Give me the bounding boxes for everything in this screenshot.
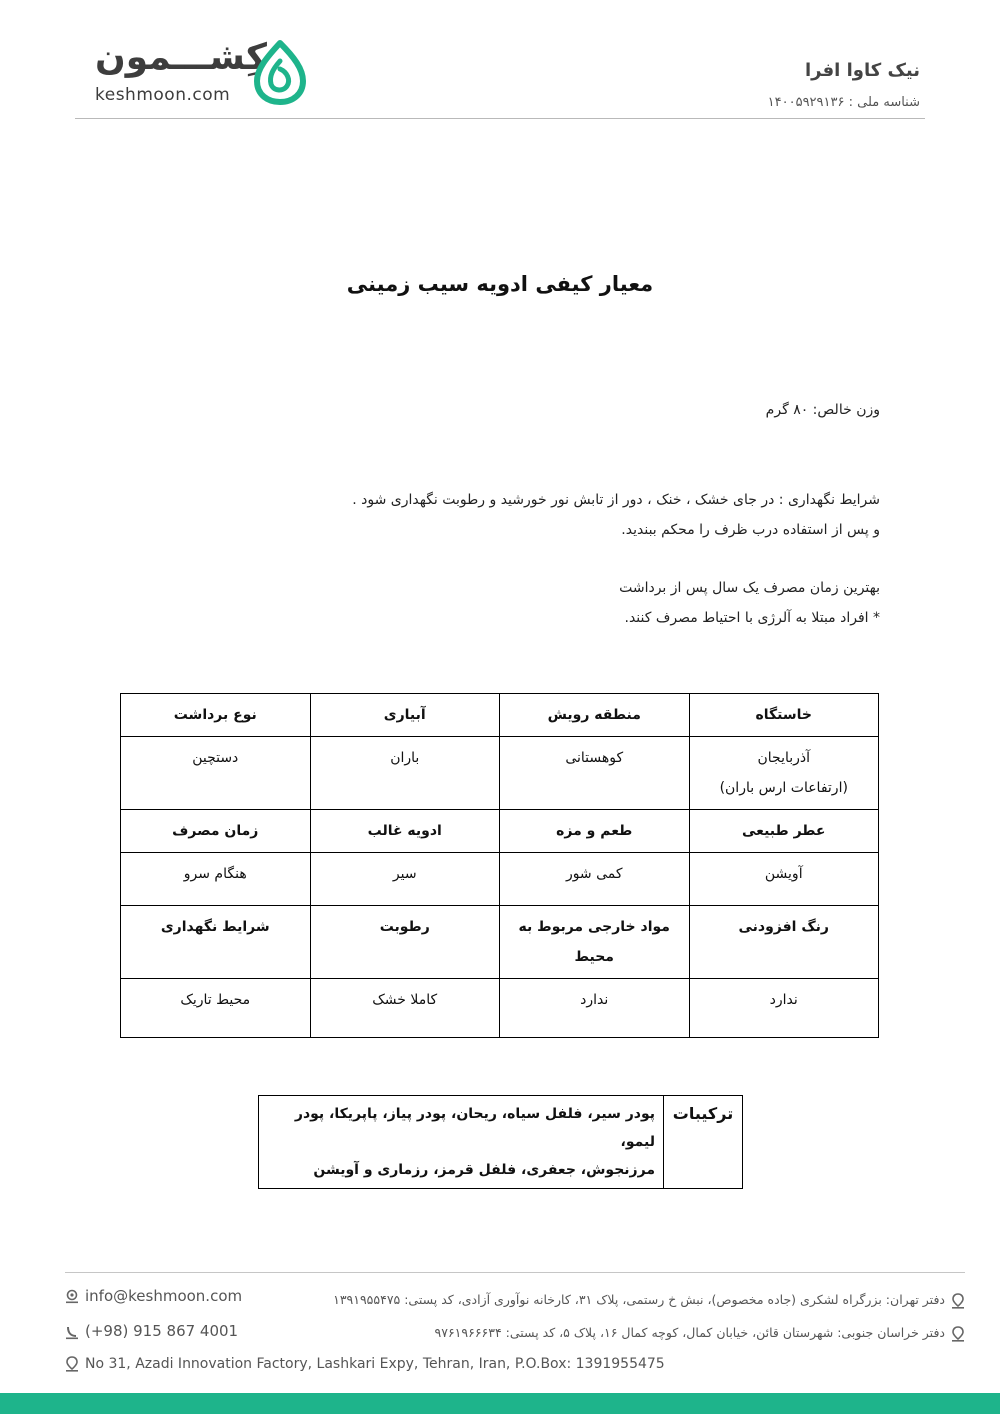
spec-value-line: محیط تاریک bbox=[180, 992, 251, 1008]
spec-header-cell: منطقه رویش bbox=[500, 694, 690, 737]
footer-divider bbox=[65, 1272, 965, 1273]
national-id: شناسه ملی : ۱۴۰۰۵۹۲۹۱۳۶ bbox=[767, 95, 920, 110]
spec-value-cell bbox=[689, 853, 879, 906]
phone-text: (+98) 915 867 4001 bbox=[85, 1322, 239, 1340]
spec-header-cell: شرایط نگهداری bbox=[121, 906, 311, 979]
phone-icon bbox=[65, 1324, 79, 1340]
spec-header-cell: عطر طبیعی bbox=[689, 810, 879, 853]
composition-value bbox=[259, 1096, 664, 1189]
spec-value-cell bbox=[121, 979, 311, 1038]
spec-header-cell: خاستگاه bbox=[689, 694, 879, 737]
storage-conditions-line2: و پس از استفاده درب ظرف را محکم ببندید. bbox=[621, 522, 880, 538]
keshmoon-leaf-icon bbox=[253, 39, 307, 105]
location-pin-icon bbox=[951, 1326, 965, 1342]
spec-header-cell: رطوبت bbox=[310, 906, 500, 979]
spec-value-line: کوهستانی bbox=[565, 750, 624, 766]
composition-table bbox=[258, 1095, 743, 1189]
spec-header-cell: ادویه غالب bbox=[310, 810, 500, 853]
spec-value-line: کمی شور bbox=[565, 866, 623, 882]
logo-wordmark-en: keshmoon.com bbox=[95, 85, 231, 105]
spec-value-line: کاملا خشک bbox=[372, 992, 438, 1008]
spec-value-cell bbox=[121, 737, 311, 810]
spec-header-row bbox=[121, 810, 879, 853]
spec-header-row bbox=[121, 694, 879, 737]
company-name: نیک کاوا افرا bbox=[805, 60, 920, 81]
spec-value-line: آویشن bbox=[764, 866, 803, 882]
email-text: info@keshmoon.com bbox=[85, 1287, 243, 1305]
spec-value-cell bbox=[500, 979, 690, 1038]
spec-value-cell bbox=[310, 737, 500, 810]
keshmoon-logo bbox=[95, 35, 310, 110]
spec-value-cell bbox=[500, 853, 690, 906]
footer-phone[interactable] bbox=[65, 1322, 238, 1340]
spec-value-cell bbox=[121, 853, 311, 906]
spec-value-line: باران bbox=[390, 750, 420, 766]
address-en-text: No 31, Azadi Innovation Factory, Lashkari Expy, Tehran, Iran, P.O.Box: 1391955475 bbox=[85, 1356, 665, 1372]
composition-line1: پودر سیر، فلفل سیاه، ریحان، پودر پیاز، پاپریکا، پودر لیمو، bbox=[294, 1106, 655, 1150]
storage-conditions-line1: شرایط نگهداری : در جای خشک ، خنک ، دور از تابش نور خورشید و رطوبت نگهداری شود . bbox=[352, 492, 880, 508]
quality-spec-table bbox=[120, 693, 879, 1038]
spec-value-line: سیر bbox=[392, 866, 417, 882]
spec-value-row bbox=[121, 853, 879, 906]
footer-tehran-office bbox=[333, 1292, 965, 1309]
spec-value-cell bbox=[310, 979, 500, 1038]
spec-header-cell: طعم و مزه bbox=[500, 810, 690, 853]
khorasan-office-text: دفتر خراسان جنوبی: شهرستان قائن، خیابان کمال، کوچه کمال ۱۶، پلاک ۵، کد پستی: ۹۷۶۱۹۶۶۶۳۴ bbox=[434, 1325, 945, 1340]
best-consumption-time: بهترین زمان مصرف یک سال پس از برداشت bbox=[619, 580, 880, 596]
spec-header-cell: مواد خارجی مربوط به محیط bbox=[500, 906, 690, 979]
composition-label: ترکیبات bbox=[664, 1096, 743, 1189]
spec-value-cell bbox=[689, 979, 879, 1038]
spec-value-line: (ارتفاعات ارس باران) bbox=[719, 780, 848, 796]
spec-value-cell bbox=[310, 853, 500, 906]
location-pin-icon bbox=[951, 1293, 965, 1309]
footer-khorasan-office bbox=[435, 1325, 965, 1342]
spec-value-line: هنگام سرو bbox=[183, 866, 247, 882]
spec-value-cell bbox=[689, 737, 879, 810]
logo-wordmark-fa: کِشـــمون bbox=[95, 37, 267, 78]
footer-address-en bbox=[65, 1356, 665, 1372]
email-icon bbox=[65, 1289, 79, 1305]
spec-header-cell: زمان مصرف bbox=[121, 810, 311, 853]
spec-value-line: دستچین bbox=[192, 750, 239, 766]
spec-value-row bbox=[121, 979, 879, 1038]
footer-email[interactable] bbox=[65, 1287, 242, 1305]
spec-value-cell bbox=[500, 737, 690, 810]
allergy-warning: * افراد مبتلا به آلرژی با احتیاط مصرف کنند. bbox=[624, 610, 880, 626]
spec-header-cell: آبیاری bbox=[310, 694, 500, 737]
header-divider bbox=[75, 118, 925, 119]
spec-header-cell: رنگ افزودنی bbox=[689, 906, 879, 979]
footer-brand-bar bbox=[0, 1393, 1000, 1414]
spec-value-line: آذربایجان bbox=[757, 750, 811, 766]
document-title: معیار کیفی ادویه سیب زمینی bbox=[346, 272, 654, 296]
spec-header-cell: نوع برداشت bbox=[121, 694, 311, 737]
spec-value-line: ندارد bbox=[769, 992, 798, 1008]
tehran-office-text: دفتر تهران: بزرگراه لشکری (جاده مخصوص)، نبش خ رستمی، پلاک ۳۱، کارخانه نوآوری آزادی، کد پستی: ۱۳۹۱۹۵۵۴۷۵ bbox=[333, 1292, 945, 1307]
spec-header-row bbox=[121, 906, 879, 979]
location-pin-icon bbox=[65, 1356, 79, 1372]
composition-line2: مرزنجوش، جعفری، فلفل قرمز، رزماری و آویشن bbox=[313, 1162, 655, 1178]
spec-value-line: ندارد bbox=[580, 992, 609, 1008]
spec-value-row bbox=[121, 737, 879, 810]
net-weight: وزن خالص: ۸۰ گرم bbox=[765, 402, 880, 418]
